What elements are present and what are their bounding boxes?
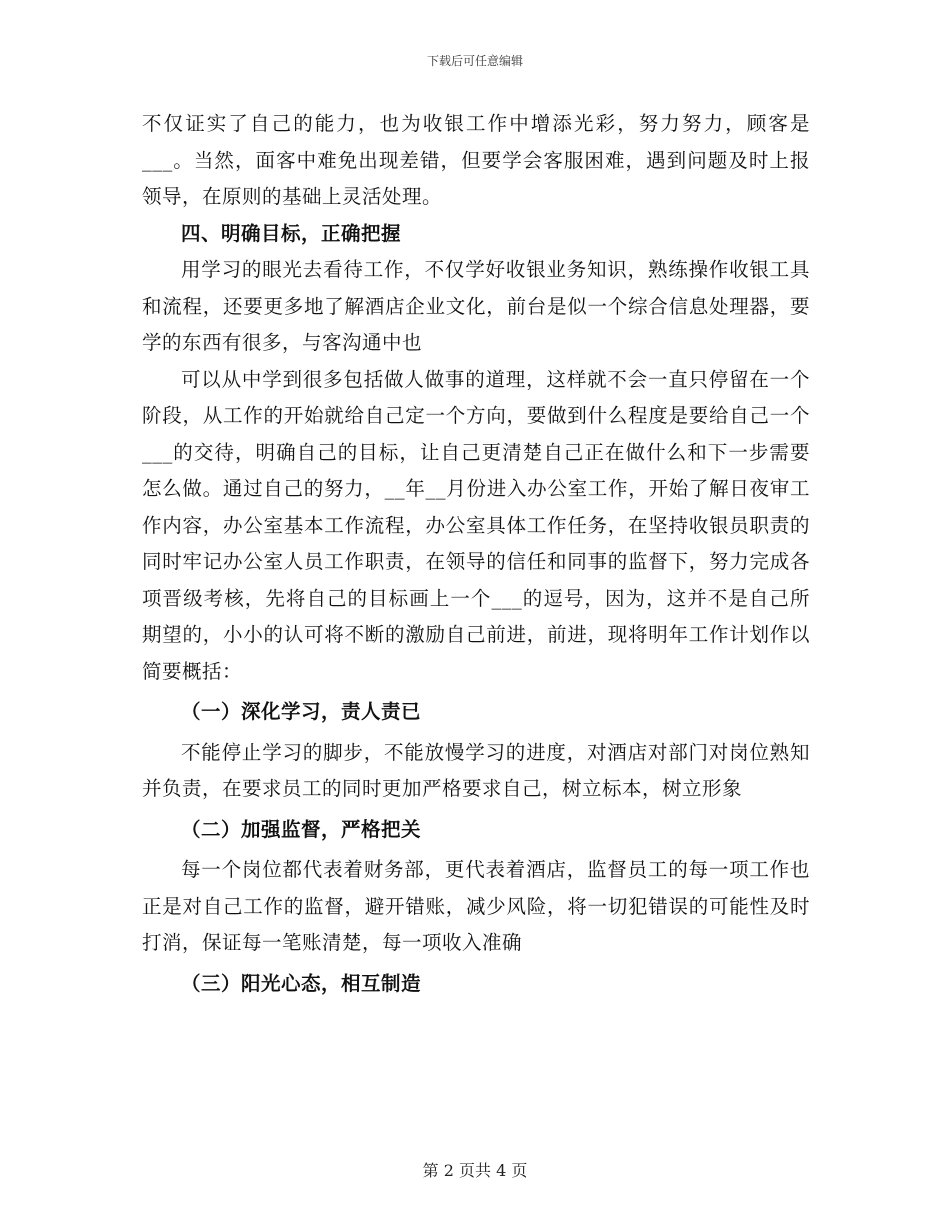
paragraph-goals: 可以从中学到很多包括做人做事的道理，这样就不会一直只停留在一个阶段，从工作的开始就给自己定一个方向，要做到什么程度是要给自己一个___的交待，明确自己的目标，让自己更清楚自己正在做什么和下一步需要怎么做。通过自己的努力，__年__月份进入办公室工作，开始了解日夜审工作内容，办公室基本工作流程，办公室具体工作任务，在坚持收银员职责的同时牢记办公室人员工作职责，在领导的信任和同事的监督下，努力完成各项晋级考核，先将自己的目标画上一个___的逗号，因为，这并不是自己所期望的，小小的认可将不断的激励自己前进，前进，现将明年工作计划作以简要概括： xyxy=(142,367,810,683)
subsection-heading-2: （二）加强监督，严格把关 xyxy=(181,817,422,841)
subsection-heading-3: （三）阳光心态，相互制造 xyxy=(181,971,422,995)
subsection-heading-1: （一）深化学习，责人责已 xyxy=(181,700,422,723)
paragraph-supervision: 每一个岗位都代表着财务部，更代表着酒店，监督员工的每一项工作也正是对自己工作的监督，避开错账，减少风险，将一切犯错误的可能性及时打消，保证每一笔账清楚，每一项收入准确 xyxy=(142,858,810,954)
paragraph-learning: 用学习的眼光去看待工作，不仅学好收银业务知识，熟练操作收银工具和流程，还要更多地了解酒店企业文化，前台是似一个综合信息处理器，要学的东西有很多，与客沟通中也 xyxy=(142,258,810,354)
paragraph-continuation: 不仅证实了自己的能力，也为收银工作中增添光彩，努力努力，顾客是___。当然，面客中难免出现差错，但要学会客服困难，遇到问题及时上报领导，在原则的基础上灵活处理。 xyxy=(142,112,810,208)
page-header: 下载后可任意编辑 xyxy=(426,54,523,68)
section-heading-4: 四、明确目标，正确把握 xyxy=(181,221,402,245)
document-body xyxy=(142,106,810,1006)
paragraph-study: 不能停止学习的脚步，不能放慢学习的进度，对酒店对部门对岗位熟知并负责，在要求员工的同时更加严格要求自己，树立标本，树立形象 xyxy=(142,740,810,800)
page-number: 第 2 页共 4 页 xyxy=(422,1161,528,1180)
